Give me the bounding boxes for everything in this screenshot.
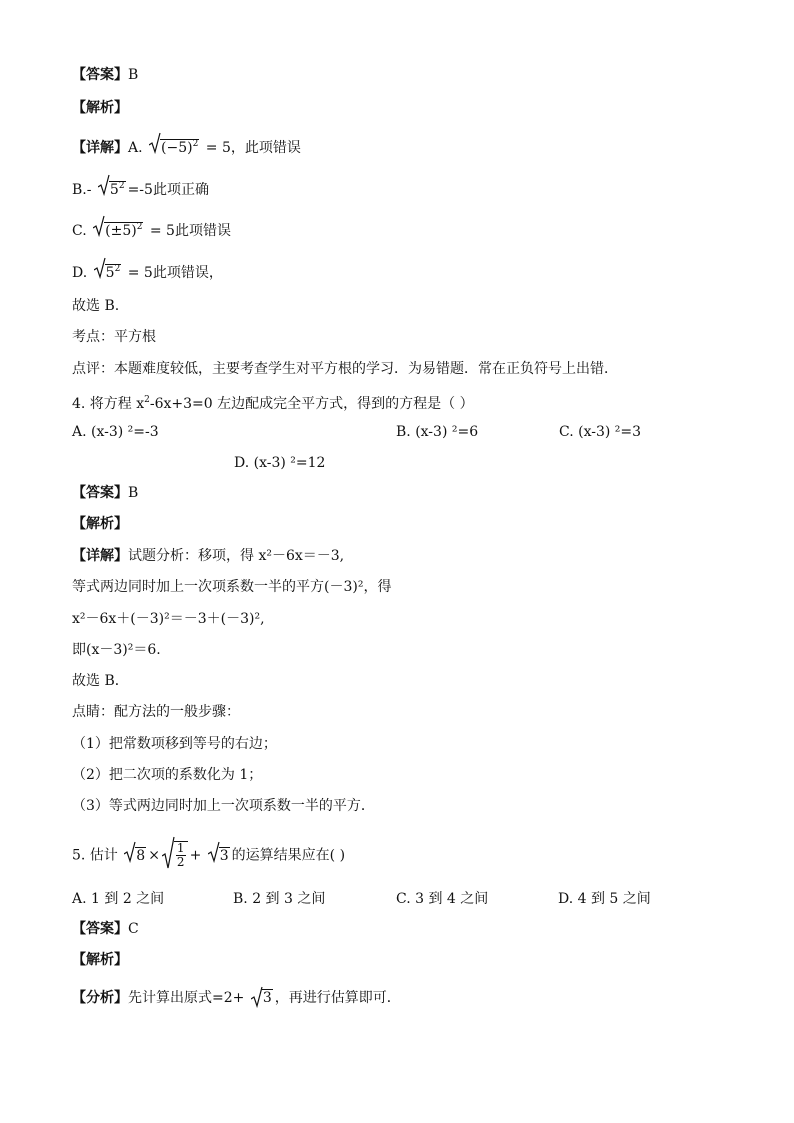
exponent: 2 (136, 222, 143, 232)
q3-choose: 故选 B. (72, 298, 120, 314)
sqrt-expression (94, 260, 122, 282)
q5-analysis-tag: 【解析】 (72, 952, 128, 968)
answer-value: B (128, 67, 139, 83)
sqrt-expression (124, 844, 146, 868)
fenxi-start: 先计算出原式=2+ (128, 990, 245, 1006)
times-sign: × (148, 847, 160, 864)
numerator: 1 (176, 841, 185, 855)
q3-detail-a (72, 135, 301, 157)
q5-option-b: B. 2 到 3 之间 (233, 891, 326, 907)
sqrt-expression (93, 218, 143, 240)
sqrt-expression (208, 844, 230, 868)
q5-option-c: C. 3 到 4 之间 (396, 891, 489, 907)
option-label: A. (128, 140, 143, 156)
q3-answer-line (72, 66, 138, 84)
equation-result: = 5 (127, 265, 153, 281)
q4-option-b: B. (x-3) ²=6 (396, 424, 479, 440)
stem-start: 5. 估计 (72, 847, 118, 864)
q4-step-list-3: （3）等式两边同时加上一次项系数一半的平方． (72, 798, 375, 814)
stem-end: 的运算结果应在( ) (231, 847, 346, 864)
plus-sign: + (189, 847, 202, 864)
q3-dianping: 点评：本题难度较低，主要考查学生对平方根的学习．为易错题．常在正负符号上出错． (72, 361, 618, 377)
detail-tag: 【详解】 (72, 140, 128, 156)
q3-analysis-tag: 【解析】 (72, 100, 128, 116)
verdict: ，此项错误 (230, 140, 301, 156)
equation-result: =-5 (127, 182, 153, 198)
fenxi-tag: 【分析】 (72, 990, 128, 1006)
stem-start: 4. 将方程 x (72, 396, 145, 412)
fenxi-end: ，再进行估算即可． (274, 990, 401, 1006)
equation-result: = 5 (205, 140, 231, 156)
q5-fenxi (72, 989, 401, 1007)
q3-detail-b (72, 177, 209, 199)
verdict: 此项错误， (152, 265, 223, 281)
radicand: 3 (262, 990, 272, 1006)
exponent: 2 (192, 139, 199, 149)
exponent: 2 (114, 264, 121, 274)
radicand: (−5) (161, 140, 193, 156)
sqrt-fraction (162, 841, 188, 869)
option-label: D. (72, 265, 88, 281)
detail-tag: 【详解】 (72, 548, 128, 564)
q3-detail-d (72, 260, 223, 282)
answer-value: B (128, 485, 139, 501)
answer-tag: 【答案】 (72, 485, 128, 501)
answer-tag: 【答案】 (72, 67, 128, 83)
option-label: C. (72, 223, 87, 239)
answer-value: C (128, 921, 139, 937)
radicand: 5 (109, 182, 119, 198)
equation-result: = 5 (149, 223, 175, 239)
q4-answer-line (72, 484, 138, 502)
detail-text: 试题分析：移项，得 x²－6x＝－3, (128, 548, 345, 564)
verdict: 此项错误 (174, 223, 231, 239)
sqrt-expression (149, 135, 199, 157)
q5-answer-line (72, 920, 139, 938)
option-label: B.- (72, 182, 92, 198)
answer-tag: 【答案】 (72, 921, 128, 937)
q4-option-a: A. (x-3) ²=-3 (72, 424, 159, 440)
q4-analysis-tag: 【解析】 (72, 516, 128, 532)
q4-choose: 故选 B． (72, 673, 129, 689)
exponent: 2 (118, 181, 125, 191)
q4-step1: 等式两边同时加上一次项系数一半的平方(－3)²，得 (72, 579, 392, 595)
q4-step2: x²－6x＋(－3)²＝－3＋(－3)², (72, 611, 265, 627)
radicand: 5 (105, 265, 115, 281)
radicand: (±5) (105, 223, 137, 239)
q3-kaodian: 考点：平方根 (72, 329, 156, 345)
exponent: 2 (144, 395, 150, 405)
fraction (176, 842, 186, 869)
q4-step-list-2: （2）把二次项的系数化为 1； (72, 767, 263, 783)
q4-stem (72, 391, 474, 413)
stem-end: -6x+3=0 左边配成完全平方式，得到的方程是（ ） (149, 396, 474, 412)
q4-dianjing: 点睛：配方法的一般步骤： (72, 704, 240, 720)
q5-option-a: A. 1 到 2 之间 (72, 891, 165, 907)
q4-step-list-1: （1）把常数项移到等号的右边； (72, 736, 277, 752)
q3-detail-c (72, 218, 231, 240)
q5-stem (72, 841, 345, 869)
q4-option-d: D. (x-3) ²=12 (234, 455, 326, 471)
verdict: 此项正确 (152, 182, 209, 198)
sqrt-expression (251, 989, 273, 1007)
q4-detail (72, 547, 344, 565)
denominator: 2 (176, 855, 185, 869)
sqrt-expression (98, 177, 126, 199)
q4-step3: 即(x－3)²＝6. (72, 642, 161, 658)
radicand: 8 (136, 847, 146, 864)
radicand: 3 (219, 847, 229, 864)
q5-option-d: D. 4 到 5 之间 (558, 891, 651, 907)
q4-option-c: C. (x-3) ²=3 (559, 424, 642, 440)
